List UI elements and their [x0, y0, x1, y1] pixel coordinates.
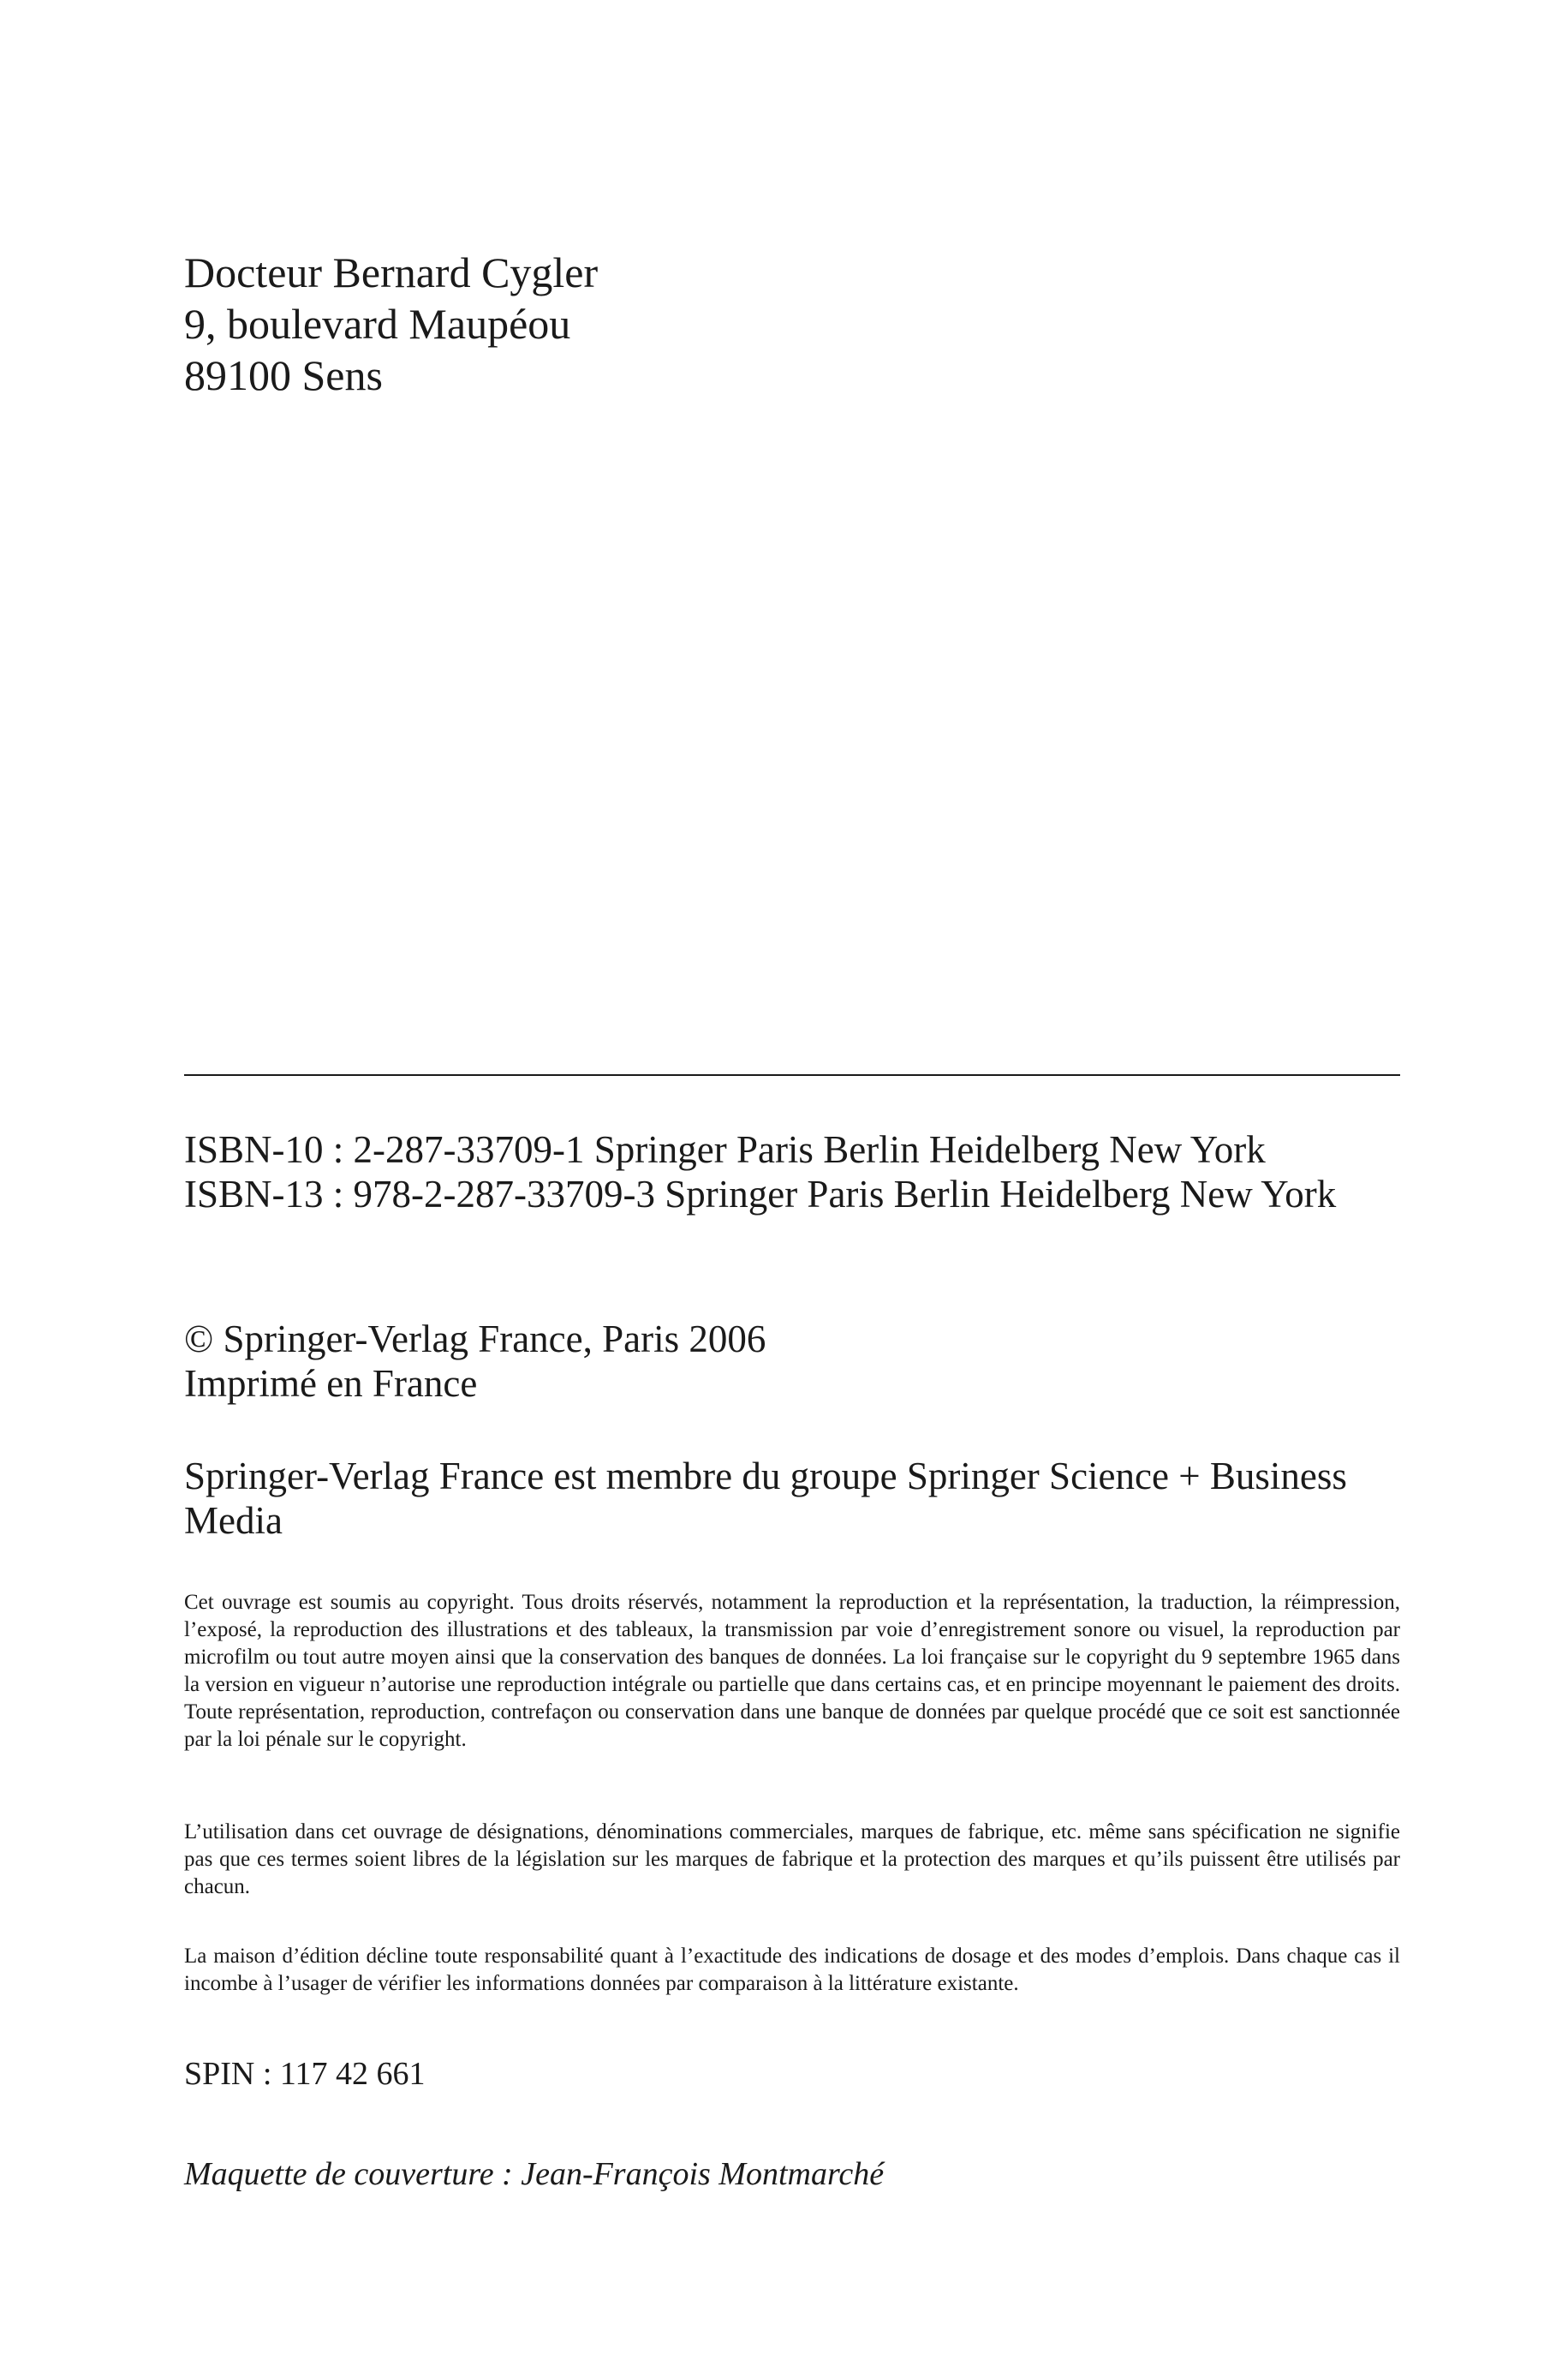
author-street: 9, boulevard Maupéou: [184, 300, 571, 348]
isbn-13: ISBN-13 : 978-2-287-33709-3 Springer Paris Berlin Heidelberg New York: [184, 1173, 1337, 1216]
horizontal-divider: [184, 1074, 1400, 1076]
author-city: 89100 Sens: [184, 351, 383, 399]
cover-design-credit: Maquette de couverture : Jean-François Montmarché: [184, 2156, 885, 2192]
copyright-block: [184, 1317, 1400, 1406]
isbn-block: [184, 1127, 1400, 1216]
author-address-block: [184, 247, 1400, 401]
author-name: Docteur Bernard Cygler: [184, 248, 599, 296]
membership-text: Springer-Verlag France est membre du groupe Springer Science + Business Media: [184, 1455, 1347, 1542]
copyright-notice: © Springer-Verlag France, Paris 2006: [184, 1317, 766, 1360]
spin-number: SPIN : 117 42 661: [184, 2056, 426, 2092]
legal-paragraph-liability: La maison d’édition décline toute responsabilité quant à l’exactitude des indications de dosage et des modes d’emplois. Dans chaque cas il incombe à l’usager de vérifier les informations données par comparaison à la littérature existante.: [184, 1945, 1400, 1995]
legal-paragraph-trademarks: L’utilisation dans cet ouvrage de désignations, dénominations commerciales, marques de fabrique, etc. même sans spécification ne signifie pas que ces termes soient libres de la législation sur les marques de fabrique et la protection des marques et qu’ils puissent être utilisés par chacun.: [184, 1820, 1400, 1898]
legal-paragraph-copyright: Cet ouvrage est soumis au copyright. Tous droits réservés, notamment la reproduction et la représentation, la traduction, la réimpression, l’exposé, la reproduction des illustrations et des tableaux, la transmission par voie d’enregistrement sonore ou visuel, la reproduction par microfilm ou tout autre moyen ainsi que la conservation des banques de données. La loi française sur le copyright du 9 septembre 1965 dans la version en vigueur n’autorise une reproduction intégrale ou partielle que dans certains cas, et en principe moyennant le paiement des droits. Toute représentation, reproduction, contrefaçon ou conservation dans une banque de données par quelque procédé que ce soit est sanctionnée par la loi pénale sur le copyright.: [184, 1591, 1400, 1751]
printed-in: Imprimé en France: [184, 1362, 478, 1405]
membership-statement: [184, 1454, 1400, 1543]
isbn-10: ISBN-10 : 2-287-33709-1 Springer Paris Berlin Heidelberg New York: [184, 1128, 1266, 1171]
